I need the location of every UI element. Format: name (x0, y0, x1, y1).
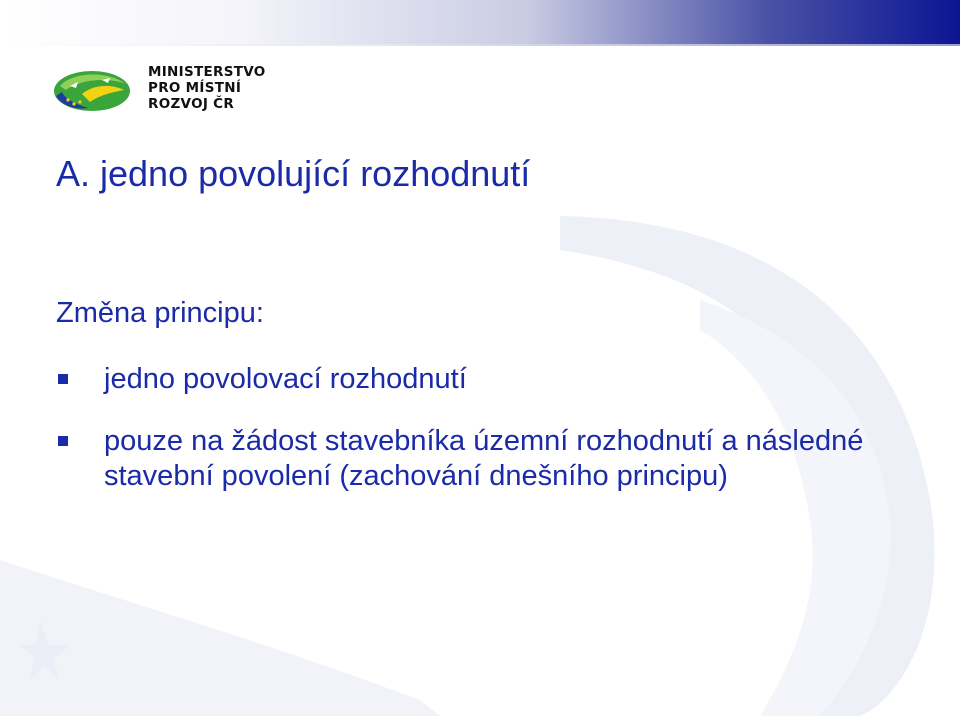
logo-line-3: ROZVOJ ČR (148, 96, 235, 112)
logo-line-2: PRO MÍSTNÍ (148, 80, 242, 96)
bullet-text: jedno povolovací rozhodnutí (104, 363, 467, 395)
intro-text: Změna principu: (56, 297, 264, 329)
ministry-logo-text (148, 64, 266, 112)
bullet-text: pouze na žádost stavebníka územní rozhodnutí a následné stavební povolení (zachování dnešního principu) (104, 425, 864, 492)
bullet-item (56, 424, 936, 494)
ministry-logo-icon (52, 66, 132, 112)
bullet-list (56, 362, 936, 521)
slide-title: A. jedno povolující rozhodnutí (56, 153, 531, 194)
logo-line-1: MINISTERSTVO (148, 64, 266, 80)
square-bullet-icon (58, 374, 68, 384)
bullet-item (56, 362, 936, 397)
square-bullet-icon (58, 436, 68, 446)
